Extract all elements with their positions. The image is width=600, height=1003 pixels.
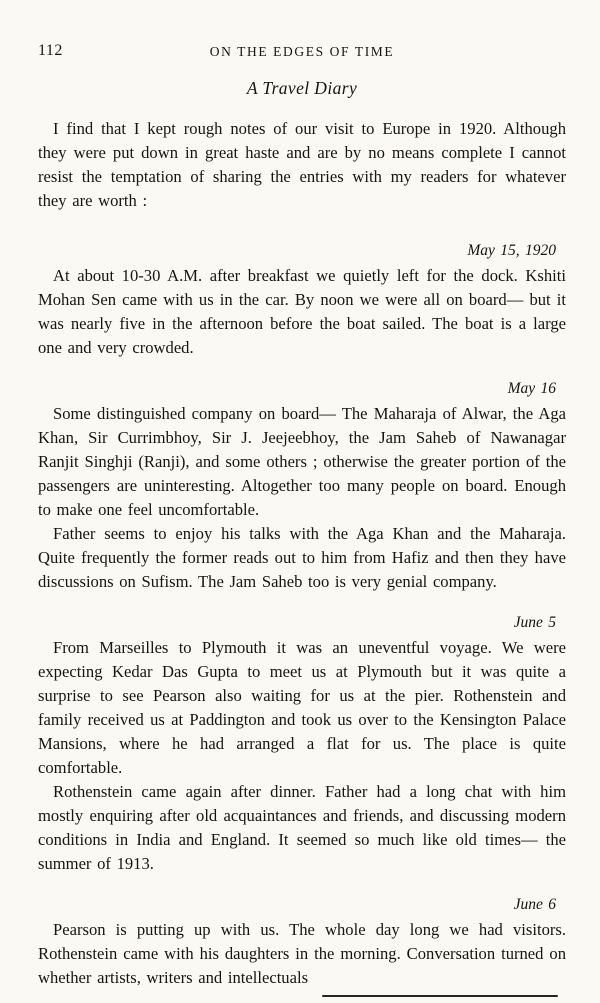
running-head xyxy=(38,42,566,64)
article-title: A Travel Diary xyxy=(246,78,358,98)
paragraph: Father seems to enjoy his talks with the Aga Khan and the Maharaja. Quite frequently the former reads out to him from Hafiz and then they have discussions on Sufism. The Jam Saheb too is very genial company. xyxy=(38,524,566,591)
paragraph: From Marseilles to Plymouth it was an uneventful voyage. We were expecting Kedar Das Gupta to meet us at Plymouth but it was quite a surprise to see Pearson also waiting for us at the pier. Rothenstein and family received us at Paddington and took us over to the Kensington Palace Mansions, where he had arranged a flat for us. The place is quite comfortable. xyxy=(38,638,566,777)
entry-date: June 5 xyxy=(513,614,556,631)
paragraph: Pearson is putting up with us. The whole day long we had visitors. Rothenstein came with his daughters in the morning. Conversation turned on whether artists, writers and intellectuals xyxy=(38,920,566,987)
entry-date: May 16 xyxy=(507,380,556,397)
entry-date: June 6 xyxy=(513,896,556,913)
paragraph: Some distinguished company on board— The Maharaja of Alwar, the Aga Khan, Sir Currimbhoy, Sir J. Jeejeebhoy, the Jam Saheb of Nawanagar Ranjit Singhji (Ranji), and some others ; otherwise the greater portion of the passengers are uninteresting. Altogether too many people on board. Enough to make one feel uncomfortable. xyxy=(38,404,566,519)
paragraph: I find that I kept rough notes of our visit to Europe in 1920. Although they were put down in great haste and are by no means complete I cannot resist the temptation of sharing the entries with my readers for whatever they are worth : xyxy=(38,119,566,210)
scan-artifact-line xyxy=(322,995,558,997)
paragraph: At about 10-30 A.M. after breakfast we quietly left for the dock. Kshiti Mohan Sen came with us in the car. By noon we were all on board— but it was nearly five in the afternoon before the boat sailed. The boat is a large one and very crowded. xyxy=(38,266,566,357)
article-body xyxy=(38,117,566,990)
page-number: 112 xyxy=(38,42,63,59)
paragraph: Rothenstein came again after dinner. Father had a long chat with him mostly enquiring after old acquaintances and friends, and discussing modern conditions in India and England. It seemed so much like old times— the summer of 1913. xyxy=(38,782,566,873)
entry-date: May 15, 1920 xyxy=(467,242,556,259)
running-title: ON THE EDGES OF TIME xyxy=(209,44,395,59)
